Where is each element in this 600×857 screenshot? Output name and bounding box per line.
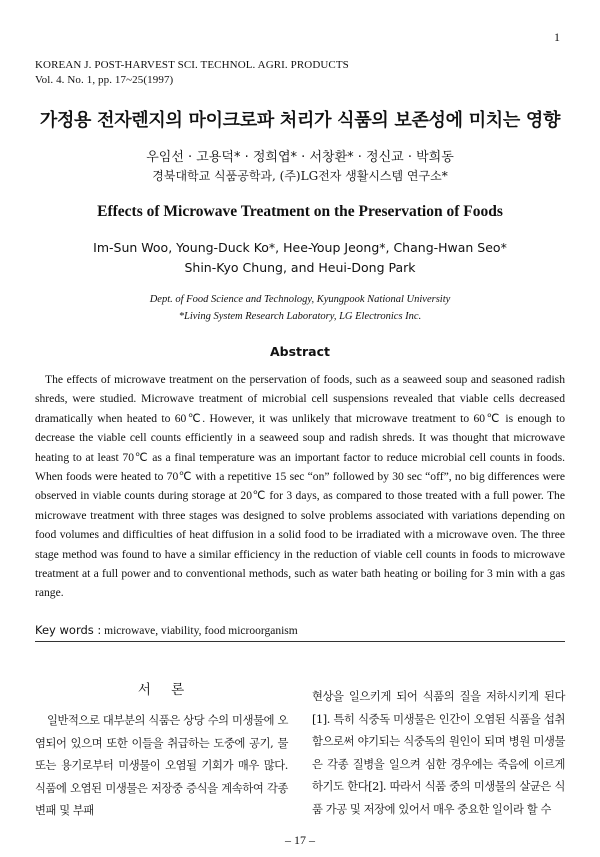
english-authors-line-2: Shin-Kyo Chung, and Heui-Dong Park: [184, 260, 416, 275]
body-left-column: 일반적으로 대부분의 식품은 상당 수의 미생물에 오염되어 있으며 또한 이들을 취급하는 도중에 공기, 물 또는 용기로부터 미생물이 오염될 기회가 매우 많다. 식품에 오염된 미생물은 저장중 증식을 계속하여 각종 변패 및 부패: [35, 714, 288, 817]
english-affiliation-line-1: Dept. of Food Science and Technology, Kyungpook National University: [149, 294, 451, 305]
keywords: [35, 623, 298, 637]
journal-name: KOREAN J. POST-HARVEST SCI. TECHNOL. AGRI. PRODUCTS: [35, 59, 349, 71]
english-authors-line-1: Im-Sun Woo, Young-Duck Ko*, Hee-Youp Jeong*, Chang-Hwan Seo*: [93, 240, 507, 255]
footer-page-number: – 17 –: [285, 833, 315, 847]
english-authors: [0, 238, 600, 278]
keywords-label: Key words :: [35, 623, 102, 637]
korean-authors: 우임선 · 고용덕* · 정희엽* · 서창환* · 정신교 · 박희동: [146, 150, 454, 165]
keywords-divider: [35, 641, 565, 642]
body-right-column: 현상을 일으키게 되어 식품의 질을 저하시키게 된다[1]. 특히 식중독 미생물은 인간이 오염된 식품을 섭취함으로써 야기되는 식중독의 원인이 되며 병원 미생물은 각종 질병을 일으켜 심한 경우에는 죽음에 이르게 하기도 한다[2]. 따라서 식품 중의 미생물의 살균은 식품 가공 및 저장에 있어서 매우 중요한 일이라 할 수: [312, 690, 565, 816]
page-number: 1: [554, 30, 560, 44]
keywords-text: microwave, viability, food microorganism: [104, 625, 298, 637]
section-heading-introduction: 서 론: [137, 682, 193, 698]
english-affiliation-line-2: *Living System Research Laboratory, LG Electronics Inc.: [178, 311, 422, 322]
journal-volume: Vol. 4. No. 1, pp. 17~25(1997): [35, 74, 174, 86]
english-title: Effects of Microwave Treatment on the Preservation of Foods: [97, 203, 503, 220]
english-affiliation: [0, 291, 600, 325]
abstract-heading: Abstract: [269, 344, 331, 359]
korean-title: 가정용 전자렌지의 마이크로파 처리가 식품의 보존성에 미치는 영향: [39, 110, 561, 131]
journal-header: [35, 58, 349, 88]
abstract-text: The effects of microwave treatment on the perservation of foods, such as a seaweed soup and seasoned radish shreds, were studied. Microwave treatment of microbial cell suspensions revealed that viable cells decreased dramatically when heated to 60℃. However, it was unlikely that microwave treatment to 60℃ is enough to decrease the viable cell counts efficiently in a seaweed soup and radish shreds. It was thought that microwave heating to at least 70℃ as a final temperature was an important factor to reduce microbial cell counts in foods. When foods were heated to 70℃ with a repetitive 15 sec “on” followed by 30 sec “off”, no big differences were observed in viable counts during storage at 20℃ for 3 days, as compared to those treated with a full power. The microwave treatment with three stages was designed to solve problems associated with variations depending on food volumes and difficulties of heat diffusion in a solid food to be irradiated with a microwave oven. The three stage method was found to have a similar efficiency in the reduction of viable cell counts in foods to microwave treatment at a full power and to conventional methods, such as water bath heating or boiling for 3 min with a gas range.: [35, 373, 565, 600]
korean-affiliation: 경북대학교 식품공학과, (주)LG전자 생활시스템 연구소*: [152, 169, 448, 183]
